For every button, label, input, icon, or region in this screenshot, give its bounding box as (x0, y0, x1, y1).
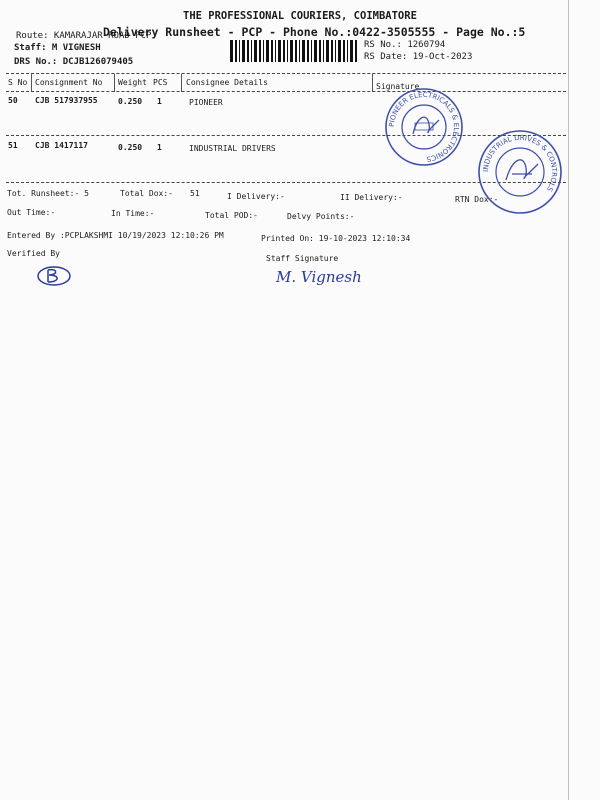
svg-text:PIONEER ELECTRICALS & ELECTRON: PIONEER ELECTRICALS & ELECTRONICS (387, 90, 461, 163)
company-title: THE PROFESSIONAL COURIERS, COIMBATORE (183, 10, 417, 22)
ii-delivery: II Delivery:- (340, 193, 403, 202)
staff-signature-label: Staff Signature (266, 254, 339, 263)
col-weight: Weight (118, 78, 147, 87)
row2-consignment: CJB 1417117 (35, 141, 88, 150)
col-pcs: PCS (153, 78, 168, 87)
route-label: Route: KAMARAJAR ROAD PCP (16, 31, 152, 41)
table-top-rule (6, 73, 566, 74)
i-delivery: I Delivery:- (227, 192, 285, 201)
drs-number: DRS No.: DCJB126079405 (14, 57, 134, 67)
rs-number: RS No.: 1260794 (364, 40, 446, 50)
staff-signature (272, 262, 368, 292)
row1-weight: 0.250 (118, 97, 143, 106)
row1-consignment: CJB 517937955 (35, 96, 98, 105)
rs-date: RS Date: 19-Oct-2023 (364, 52, 473, 62)
in-time: In Time:- (111, 209, 155, 218)
staff-label: Staff: M VIGNESH (14, 43, 101, 53)
row1-consignee: PIONEER (189, 98, 223, 107)
svg-text:INDUSTRIAL DRIVES & CONTROLS: INDUSTRIAL DRIVES & CONTROLS (481, 133, 559, 193)
tot-runsheet: Tot. Runsheet:- 5 (7, 189, 89, 198)
total-dox-value: 51 (190, 189, 200, 198)
printed-on: Printed On: 19-10-2023 12:10:34 (261, 234, 411, 243)
verifier-initials (34, 262, 74, 290)
total-dox-label: Total Dox:- (120, 189, 173, 198)
row2-consignee: INDUSTRIAL DRIVERS (189, 144, 276, 153)
entered-by: Entered By :PCPLAKSHMI 10/19/2023 12:10:26 PM (7, 231, 224, 240)
col-divider (31, 74, 32, 92)
col-signature: Signature (376, 82, 420, 91)
col-divider (372, 74, 373, 92)
col-consignee: Consignee Details (186, 78, 268, 87)
table-header-rule (6, 91, 566, 92)
col-consignment: Consignment No (35, 78, 103, 87)
total-pod: Total POD:- (205, 211, 258, 220)
rtn-dox: RTN Dox:- (455, 195, 499, 204)
row1-pcs: 1 (157, 97, 162, 106)
company-stamp-industrial (476, 128, 564, 216)
verified-by: Verified By (7, 249, 60, 258)
delvy-points: Delvy Points:- (287, 212, 355, 221)
runsheet-subtitle: Delivery Runsheet - PCP - Phone No.:0422-3505555 - Page No.:5 (103, 25, 526, 39)
row2-weight: 0.250 (118, 143, 143, 152)
barcode (230, 40, 358, 62)
out-time: Out Time:- (7, 208, 56, 217)
company-stamp-pioneer (383, 86, 465, 168)
col-divider (114, 74, 115, 92)
svg-text:M. Vignesh: M. Vignesh (276, 268, 362, 286)
col-sno: S No (8, 78, 28, 87)
row2-pcs: 1 (157, 143, 162, 152)
row1-sno: 50 (8, 96, 18, 105)
row2-sno: 51 (8, 141, 18, 150)
page-edge (568, 0, 569, 800)
col-divider (181, 74, 182, 92)
